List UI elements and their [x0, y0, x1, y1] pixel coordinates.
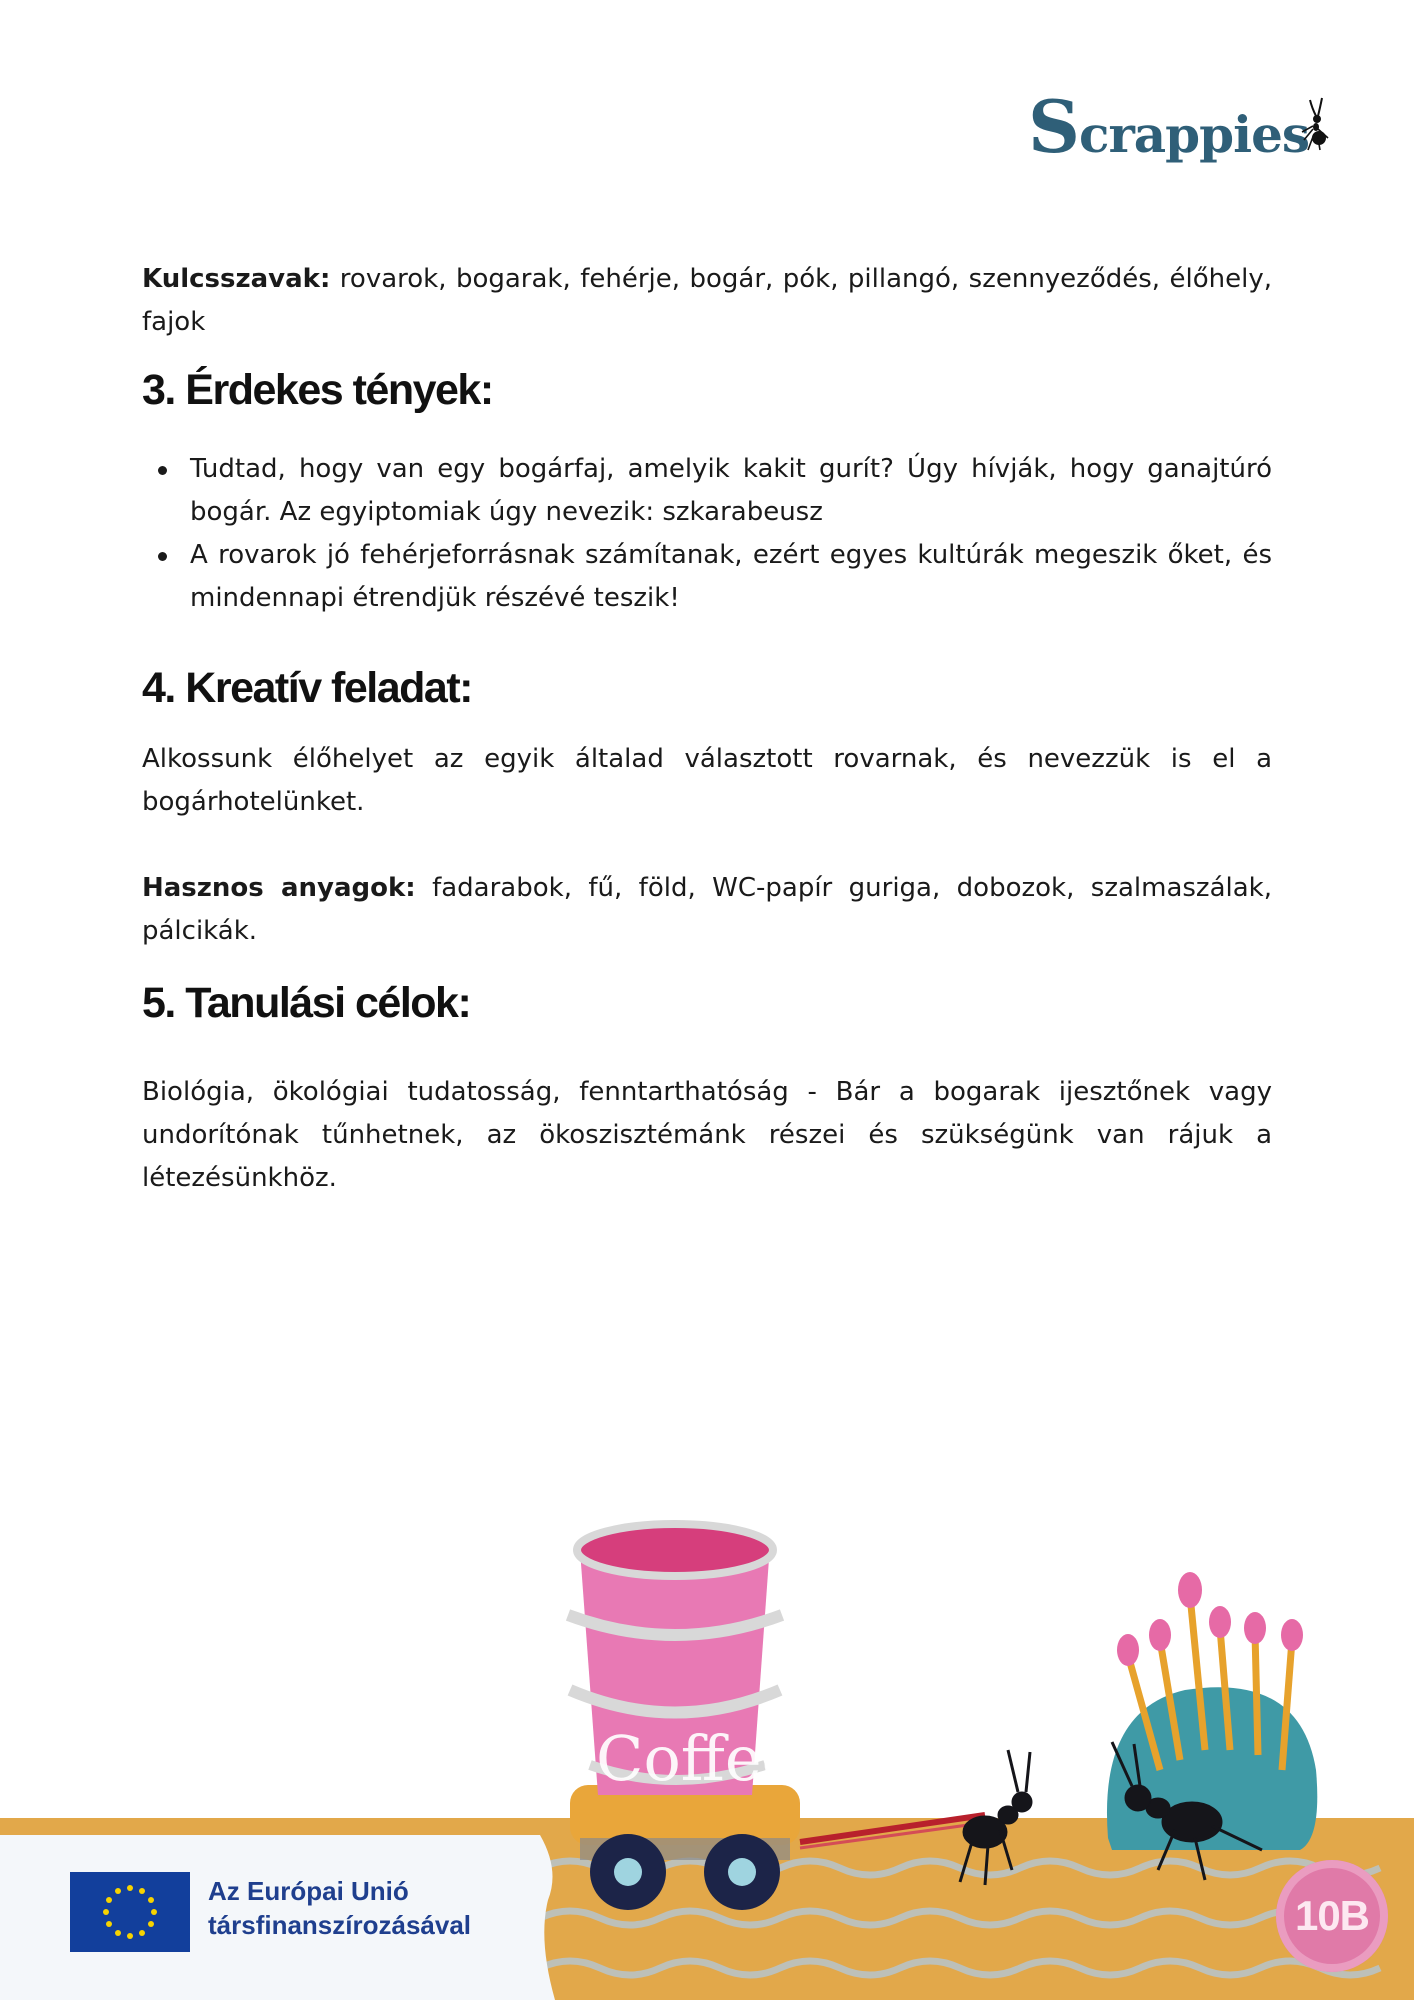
logo	[1028, 84, 1334, 169]
page-number-badge: 10B	[1276, 1860, 1388, 1972]
keywords-paragraph	[142, 258, 1272, 344]
eu-line-1: Az Európai Unió	[208, 1876, 409, 1906]
facts-list	[142, 448, 1272, 620]
eu-flag-icon	[70, 1872, 190, 1952]
logo-text: Scrappies	[1028, 84, 1310, 169]
main-content	[142, 258, 1272, 1200]
list-item: Tudtad, hogy van egy bogárfaj, amelyik kakit gurít? Úgy hívják, hogy ganajtúró bogár. Az egyiptomiak úgy nevezik: szkarabeusz	[142, 448, 1272, 534]
materials-text: fadarabok, fű, föld, WC-papír guriga, dobozok, szalmaszálak, pálcikák.	[142, 873, 1272, 946]
section3-heading: 3. Érdekes tények:	[142, 366, 493, 414]
keywords-label: Kulcsszavak:	[142, 264, 331, 294]
task-paragraph: Alkossunk élőhelyet az egyik általad választott rovarnak, és nevezzük is el a bogárhotelünket.	[142, 744, 1272, 817]
eu-line-2: társfinanszírozásával	[208, 1910, 472, 1940]
materials-label: Hasznos anyagok:	[142, 873, 416, 903]
ant-icon	[1296, 96, 1334, 152]
section5-heading: 5. Tanulási célok:	[142, 979, 471, 1027]
cup-label: Coffee	[596, 1722, 799, 1795]
goals-paragraph: Biológia, ökológiai tudatosság, fenntarthatóság - Bár a bogarak ijesztőnek vagy undorítónak tűnhetnek, az ökoszisztémánk részei és szükségünk van rájuk a létezésünkhöz.	[142, 1077, 1272, 1193]
coffee-cups	[568, 1524, 798, 1795]
section4-heading: 4. Kreatív feladat:	[142, 664, 472, 712]
list-item: A rovarok jó fehérjeforrásnak számítanak, ezért egyes kultúrák megeszik őket, és mindennapi étrendjük részévé teszik!	[142, 534, 1272, 620]
materials-paragraph	[142, 867, 1272, 953]
eu-funding-text	[208, 1874, 471, 1942]
keywords-text: rovarok, bogarak, fehérje, bogár, pók, pillangó, szennyeződés, élőhely, fajok	[142, 264, 1272, 337]
